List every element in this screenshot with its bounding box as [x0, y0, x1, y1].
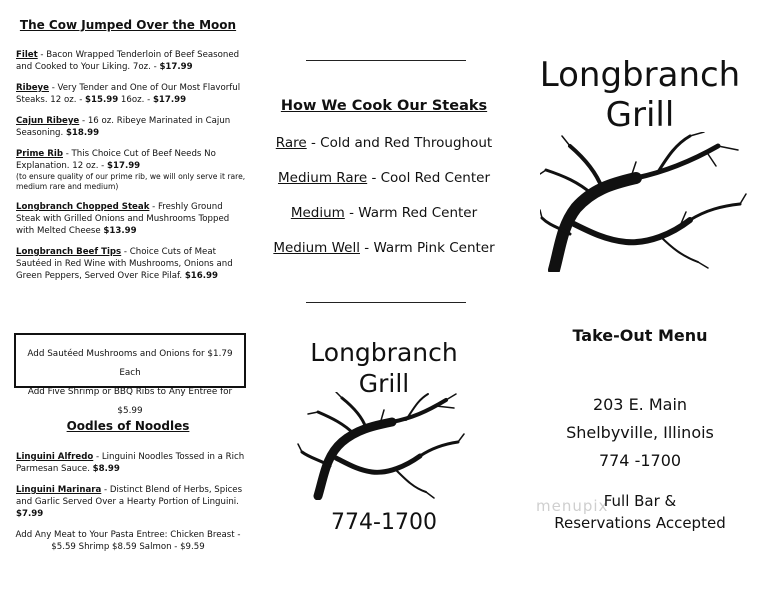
item-name: Cajun Ribeye: [16, 116, 80, 126]
item-name: Linguini Alfredo: [16, 452, 94, 462]
cook-level-desc: - Warm Pink Center: [359, 240, 495, 256]
add-meat-note: [10, 529, 246, 553]
cook-level-desc: - Warm Red Center: [344, 205, 478, 221]
logo-line-1: Longbranch: [310, 338, 458, 367]
item-desc: - Very Tender and One of Our Most Flavorful Steaks. 12 oz. -: [16, 83, 241, 105]
add-meat-line-1: Add Any Meat to Your Pasta Entree: Chicken Breast -: [15, 530, 241, 540]
fullbar-line-2: Reservations Accepted: [554, 514, 726, 532]
item-desc: - Bacon Wrapped Tenderloin of Beef Seasoned and Cooked to Your Liking. 7oz. -: [16, 50, 240, 72]
steaks-column: [0, 0, 256, 594]
item-desc-2: 16oz. -: [118, 95, 153, 105]
logo-line-2: Grill: [358, 369, 410, 398]
item-price: $17.99: [107, 161, 141, 171]
takeout-phone: 774 -1700: [598, 451, 682, 470]
address-line-1: 203 E. Main: [592, 395, 688, 414]
item-name: Ribeye: [16, 83, 49, 93]
item-price: $13.99: [103, 226, 137, 236]
steaks-list: [0, 49, 256, 291]
addons-box: [14, 333, 246, 416]
item-desc: - This Choice Cut of Beef Needs No Explanation. 12 oz. -: [16, 149, 216, 171]
logo-line-2: Grill: [605, 95, 675, 135]
item-name: Filet: [16, 50, 38, 60]
item-price: $18.99: [65, 128, 100, 138]
item-desc: - Distinct Blend of Herbs, Spices and Garlic Served Over a Hearty Portion of Linguini.: [16, 485, 243, 507]
address-block: [512, 391, 768, 475]
cook-level: [256, 170, 512, 186]
cook-level-desc: - Cool Red Center: [367, 170, 490, 186]
item-price-2: $17.99: [152, 95, 187, 105]
item-name: Longbranch Beef Tips: [16, 247, 122, 257]
cook-level-key: Medium Rare: [277, 170, 368, 186]
cook-level: [256, 205, 512, 221]
divider: [306, 302, 466, 303]
tree-logo-large: [540, 132, 750, 272]
item-desc: - 16 oz. Ribeye Marinated in Cajun Seasoning.: [16, 116, 231, 138]
tree-logo-small: [296, 392, 466, 500]
addons-line-1: Add Sautéed Mushrooms and Onions for $1.79 Each: [27, 349, 233, 378]
menu-item: [16, 484, 248, 520]
menu-item: [16, 115, 248, 139]
menu-item: [16, 246, 248, 282]
logo-line-1: Longbranch: [539, 55, 741, 95]
item-desc: - Choice Cuts of Meat Sautéed in Red Wine with Mushrooms, Onions and Green Peppers, Served Over Rice Pilaf.: [16, 247, 233, 281]
watermark: menupix: [536, 497, 609, 515]
takeout-title: Take-Out Menu: [572, 326, 708, 345]
menu-item: [16, 49, 248, 73]
item-name: Longbranch Chopped Steak: [16, 202, 150, 212]
cook-level: [256, 240, 512, 256]
item-price: $8.99: [92, 464, 120, 474]
menu-item: [16, 451, 248, 475]
cooking-section-title: How We Cook Our Steaks: [280, 98, 488, 114]
address-line-2: Shelbyville, Illinois: [566, 423, 714, 442]
fullbar-line-1: Full Bar &: [603, 492, 677, 510]
cook-level-key: Medium Well: [273, 240, 360, 256]
item-note: (to ensure quality of our prime rib, we will only serve it rare, medium rare and medium): [16, 172, 246, 191]
cook-level: [256, 135, 512, 151]
item-name: Linguini Marinara: [16, 485, 102, 495]
cooking-column: [256, 0, 512, 594]
noodles-section: [0, 419, 256, 553]
noodles-section-title: Oodles of Noodles: [66, 419, 190, 433]
item-desc: - Linguini Noodles Tossed in a Rich Parmesan Sauce.: [16, 452, 245, 474]
item-price: $17.99: [159, 62, 193, 72]
menu-item: [16, 148, 248, 192]
logo-large: [512, 55, 768, 135]
item-price: $15.99: [85, 95, 119, 105]
fullbar-note: [512, 490, 768, 534]
item-name: Prime Rib: [16, 149, 63, 159]
add-meat-line-2: $5.59 Shrimp $8.59 Salmon - $9.59: [51, 542, 205, 552]
addons-line-2: Add Five Shrimp or BBQ Ribs to Any Entree for $5.99: [27, 387, 233, 416]
item-price: $16.99: [184, 271, 218, 281]
cook-level-key: Medium: [290, 205, 345, 221]
divider: [306, 60, 466, 61]
item-price: $7.99: [16, 509, 44, 519]
menu-item: [16, 201, 248, 237]
steaks-section-title: The Cow Jumped Over the Moon: [19, 18, 237, 32]
cook-level-desc: - Cold and Red Throughout: [306, 135, 493, 151]
takeout-column: [512, 0, 768, 594]
logo-small: [256, 337, 512, 399]
menu-item: [16, 82, 248, 106]
phone-number-large: 774-1700: [331, 510, 437, 535]
item-desc: - Freshly Ground Steak with Grilled Onions and Mushrooms Topped with Melted Cheese: [16, 202, 230, 236]
cook-level-key: Rare: [275, 135, 307, 151]
